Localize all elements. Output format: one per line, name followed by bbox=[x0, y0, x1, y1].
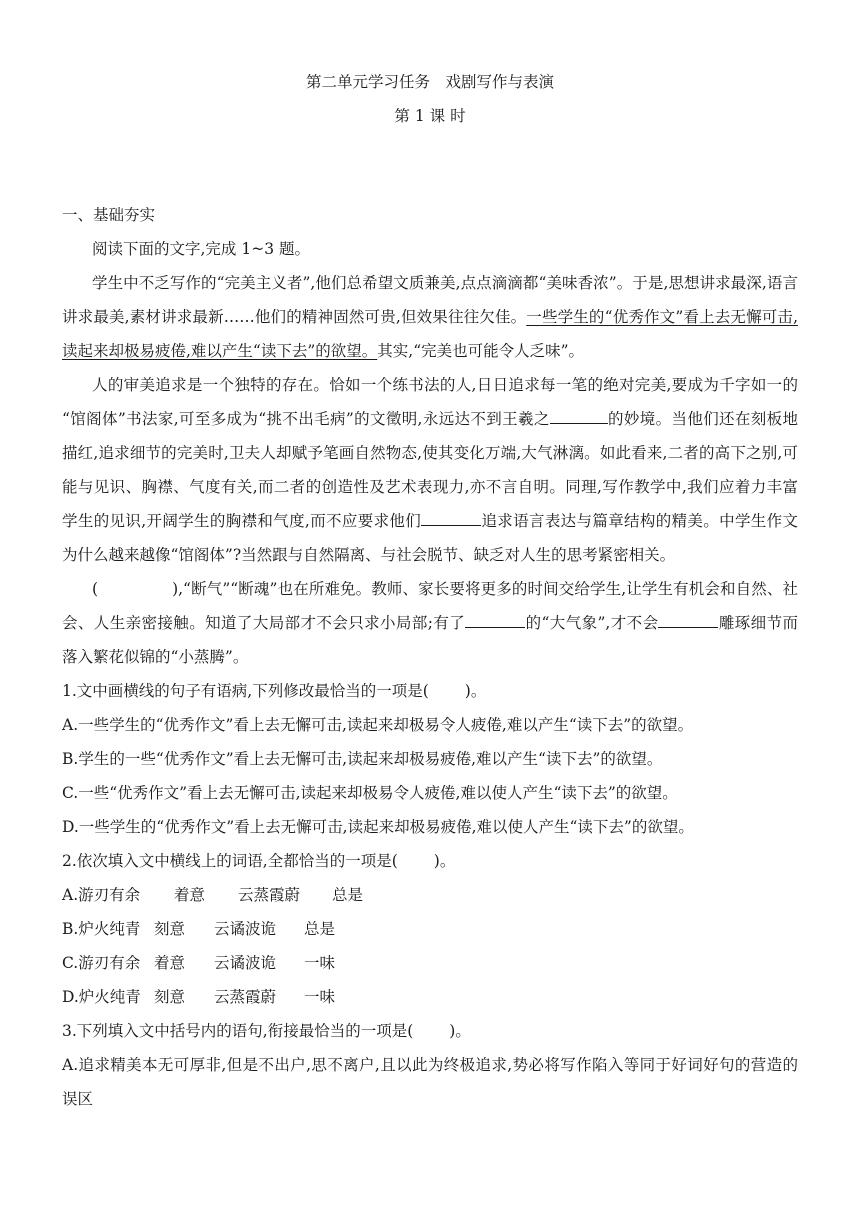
passage-text: 讲求最美,素材讲求最新……他们的精神固然可贵,但效果往往欠佳。 bbox=[62, 308, 527, 326]
option-word: 刻意 bbox=[154, 920, 186, 938]
passage-p2-line3: 描红,追求细节的完美时,卫夫人却赋予笔画自然物态,使其变化万端,大气淋漓。如此看来,二者的高下之别,可 bbox=[62, 444, 798, 462]
option-word: C.游刃有余 bbox=[62, 954, 141, 972]
document-title: 第二单元学习任务 戏剧写作与表演 bbox=[305, 73, 554, 91]
reading-instruction: 阅读下面的文字,完成 1~3 题。 bbox=[92, 240, 310, 258]
passage-text: “馆阁体”书法家,可至多成为“挑不出毛病”的文徵明,永远达不到王羲之 bbox=[62, 410, 550, 428]
option-word: 一味 bbox=[304, 954, 336, 972]
fill-blank-3[interactable] bbox=[465, 613, 525, 628]
option-word: 云谲波诡 bbox=[214, 920, 277, 938]
passage-text: 会、人生亲密接触。知道了大局部才不会只求小局部;有了 bbox=[62, 614, 466, 632]
passage-text: 的妙境。当他们还在刻板地 bbox=[607, 410, 798, 428]
bracket-open: ( bbox=[92, 580, 99, 598]
passage-p2-line2 bbox=[62, 409, 798, 429]
underlined-sentence: 一些学生的“优秀作文”看上去无懈可击, bbox=[526, 308, 799, 326]
fill-blank-1[interactable] bbox=[550, 409, 608, 424]
option-word: B.炉火纯青 bbox=[62, 920, 141, 938]
passage-text: ),“断气”“断魂”也在所难免。教师、家长要将更多的时间交给学生,让学生有机会和自然、社 bbox=[172, 580, 798, 598]
passage-p2-line5 bbox=[62, 511, 798, 531]
question-1-option-a: A.一些学生的“优秀作文”看上去无懈可击,读起来却极易令人疲倦,难以产生“读下去”的欲望。 bbox=[62, 716, 694, 734]
question-1-stem bbox=[62, 681, 798, 701]
section-heading: 一、基础夯实 bbox=[62, 206, 156, 224]
passage-p3-line1 bbox=[92, 579, 798, 599]
option-word: A.游刃有余 bbox=[62, 886, 141, 904]
passage-text: 的“大气象”,才不会 bbox=[525, 614, 659, 632]
option-word: 一味 bbox=[304, 988, 336, 1006]
question-text: 1.文中画横线的句子有语病,下列修改最恰当的一项是( bbox=[62, 682, 429, 700]
passage-p1-line2 bbox=[62, 307, 798, 327]
option-word: 着意 bbox=[154, 954, 186, 972]
question-3-option-a-line1: A.追求精美本无可厚非,但是不出户,思不离户,且以此为终极追求,势必将写作陷入等同于好词好句的营造的 bbox=[62, 1056, 798, 1074]
option-word: D.炉火纯青 bbox=[62, 988, 141, 1006]
passage-text: 追求语言表达与篇章结构的精美。中学生作文 bbox=[481, 512, 798, 530]
passage-text: 学生的见识,开阔学生的胸襟和气度,而不应要求他们 bbox=[62, 512, 422, 530]
lesson-label: 第 1 课 时 bbox=[394, 107, 466, 125]
passage-text: 雕琢细节而 bbox=[718, 614, 798, 632]
question-3-stem bbox=[62, 1021, 798, 1041]
question-2-option-d bbox=[62, 987, 798, 1007]
option-word: 云谲波诡 bbox=[214, 954, 277, 972]
question-2-option-c bbox=[62, 953, 798, 973]
passage-p2-line6: 为什么越来越像“馆阁体”?当然跟与自然隔离、与社会脱节、缺乏对人生的思考紧密相关。 bbox=[62, 546, 676, 564]
option-word: 总是 bbox=[332, 886, 364, 904]
question-2-option-b bbox=[62, 919, 798, 939]
passage-p3-line2 bbox=[62, 613, 798, 633]
passage-p2-line1: 人的审美追求是一个独特的存在。恰如一个练书法的人,日日追求每一笔的绝对完美,要成为千字如一的 bbox=[92, 376, 798, 394]
option-word: 着意 bbox=[174, 886, 206, 904]
passage-p2-line4: 能与见识、胸襟、气度有关,而二者的创造性及艺术表现力,亦不言自明。同理,写作教学中,我们应着力丰富 bbox=[62, 478, 798, 496]
passage-text: 其实,“完美也可能令人乏味”。 bbox=[377, 342, 585, 360]
option-word: 云蒸霞蔚 bbox=[214, 988, 277, 1006]
question-1-option-b: B.学生的一些“优秀作文”看上去无懈可击,读起来却极易疲倦,难以产生“读下去”的欲望。 bbox=[62, 750, 663, 768]
underlined-sentence: 读起来却极易疲倦,难以产生“读下去”的欲望。 bbox=[62, 342, 378, 360]
passage-p1-line1: 学生中不乏写作的“完美主义者”,他们总希望文质兼美,点点滴滴都“美味香浓”。于是,思想讲求最深,语言 bbox=[92, 274, 798, 292]
fill-blank-2[interactable] bbox=[421, 511, 481, 526]
question-text: )。 bbox=[464, 682, 487, 700]
question-2-stem bbox=[62, 851, 798, 871]
option-word: 云蒸霞蔚 bbox=[238, 886, 301, 904]
question-text: )。 bbox=[449, 1022, 471, 1040]
question-1-option-c: C.一些“优秀作文”看上去无懈可击,读起来却极易令人疲倦,难以使人产生“读下去”的欲望。 bbox=[62, 784, 678, 802]
option-word: 总是 bbox=[304, 920, 336, 938]
fill-blank-4[interactable] bbox=[658, 613, 718, 628]
question-text: )。 bbox=[433, 852, 456, 870]
question-text: 2.依次填入文中横线上的词语,全都恰当的一项是( bbox=[62, 852, 398, 870]
passage-p1-line3 bbox=[62, 341, 798, 361]
option-word: 刻意 bbox=[154, 988, 186, 1006]
passage-p3-line3: 落入繁花似锦的“小蒸腾”。 bbox=[62, 648, 249, 666]
question-text: 3.下列填入文中括号内的语句,衔接最恰当的一项是( bbox=[62, 1022, 414, 1040]
question-2-option-a bbox=[62, 885, 798, 905]
question-3-option-a-line2: 误区 bbox=[62, 1090, 94, 1108]
question-1-option-d: D.一些学生的“优秀作文”看上去无懈可击,读起来却极易疲倦,难以使人产生“读下去”的欲望。 bbox=[62, 818, 694, 836]
